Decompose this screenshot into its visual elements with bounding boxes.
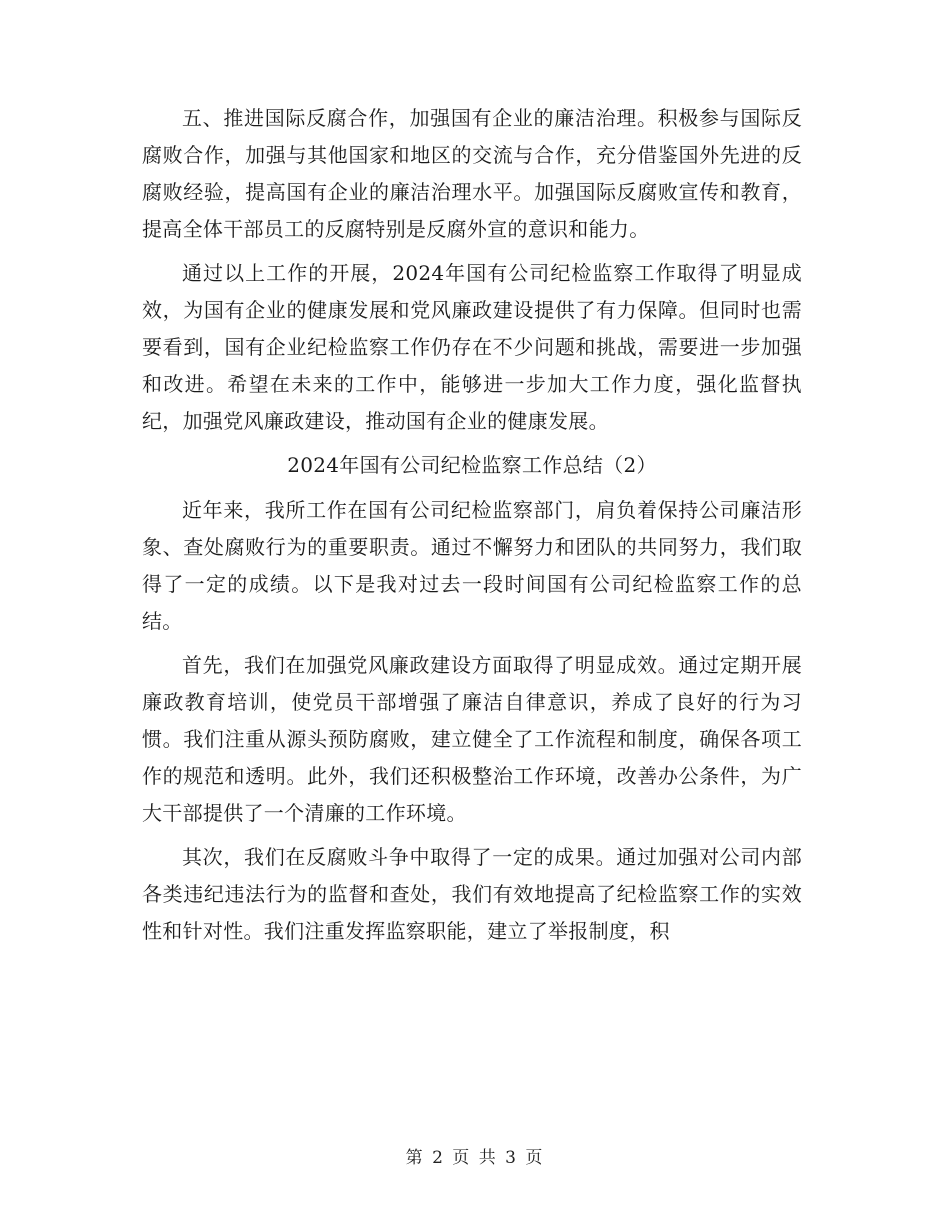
page-number-footer: 第 2 页 共 3 页 (405, 1148, 545, 1168)
paragraph-anti-corruption: 其次，我们在反腐败斗争中取得了一定的成果。通过加强对公司内部各类违纪违法行为的监督和查处，我们有效地提高了纪检监察工作的实效性和针对性。我们注重发挥监察职能，建立了举报制度，积 (142, 845, 802, 943)
section-title: 2024年国有公司纪检监察工作总结（2） (287, 453, 657, 477)
paragraph-summary-conclusion: 通过以上工作的开展，2024年国有公司纪检监察工作取得了明显成效，为国有企业的健康发展和党风廉政建设提供了有力保障。但同时也需要看到，国有企业纪检监察工作仍存在不少问题和挑战，需要进一步加强和改进。希望在未来的工作中，能够进一步加大工作力度，强化监督执纪，加强党风廉政建设，推动国有企业的健康发展。 (142, 261, 802, 433)
paragraph-international-cooperation: 五、推进国际反腐合作，加强国有企业的廉洁治理。积极参与国际反腐败合作，加强与其他国家和地区的交流与合作，充分借鉴国外先进的反腐败经验，提高国有企业的廉洁治理水平。加强国际反腐败宣传和教育，提高全体干部员工的反腐特别是反腐外宣的意识和能力。 (142, 106, 802, 241)
paragraph-introduction: 近年来，我所工作在国有公司纪检监察部门，肩负着保持公司廉洁形象、查处腐败行为的重要职责。通过不懈努力和团队的共同努力，我们取得了一定的成绩。以下是我对过去一段时间国有公司纪检监察工作的总结。 (142, 498, 802, 633)
paragraph-integrity-building: 首先，我们在加强党风廉政建设方面取得了明显成效。通过定期开展廉政教育培训，使党员干部增强了廉洁自律意识，养成了良好的行为习惯。我们注重从源头预防腐败，建立健全了工作流程和制度，确保各项工作的规范和透明。此外，我们还积极整治工作环境，改善办公条件，为广大干部提供了一个清廉的工作环境。 (142, 653, 802, 825)
document-body (142, 100, 802, 957)
